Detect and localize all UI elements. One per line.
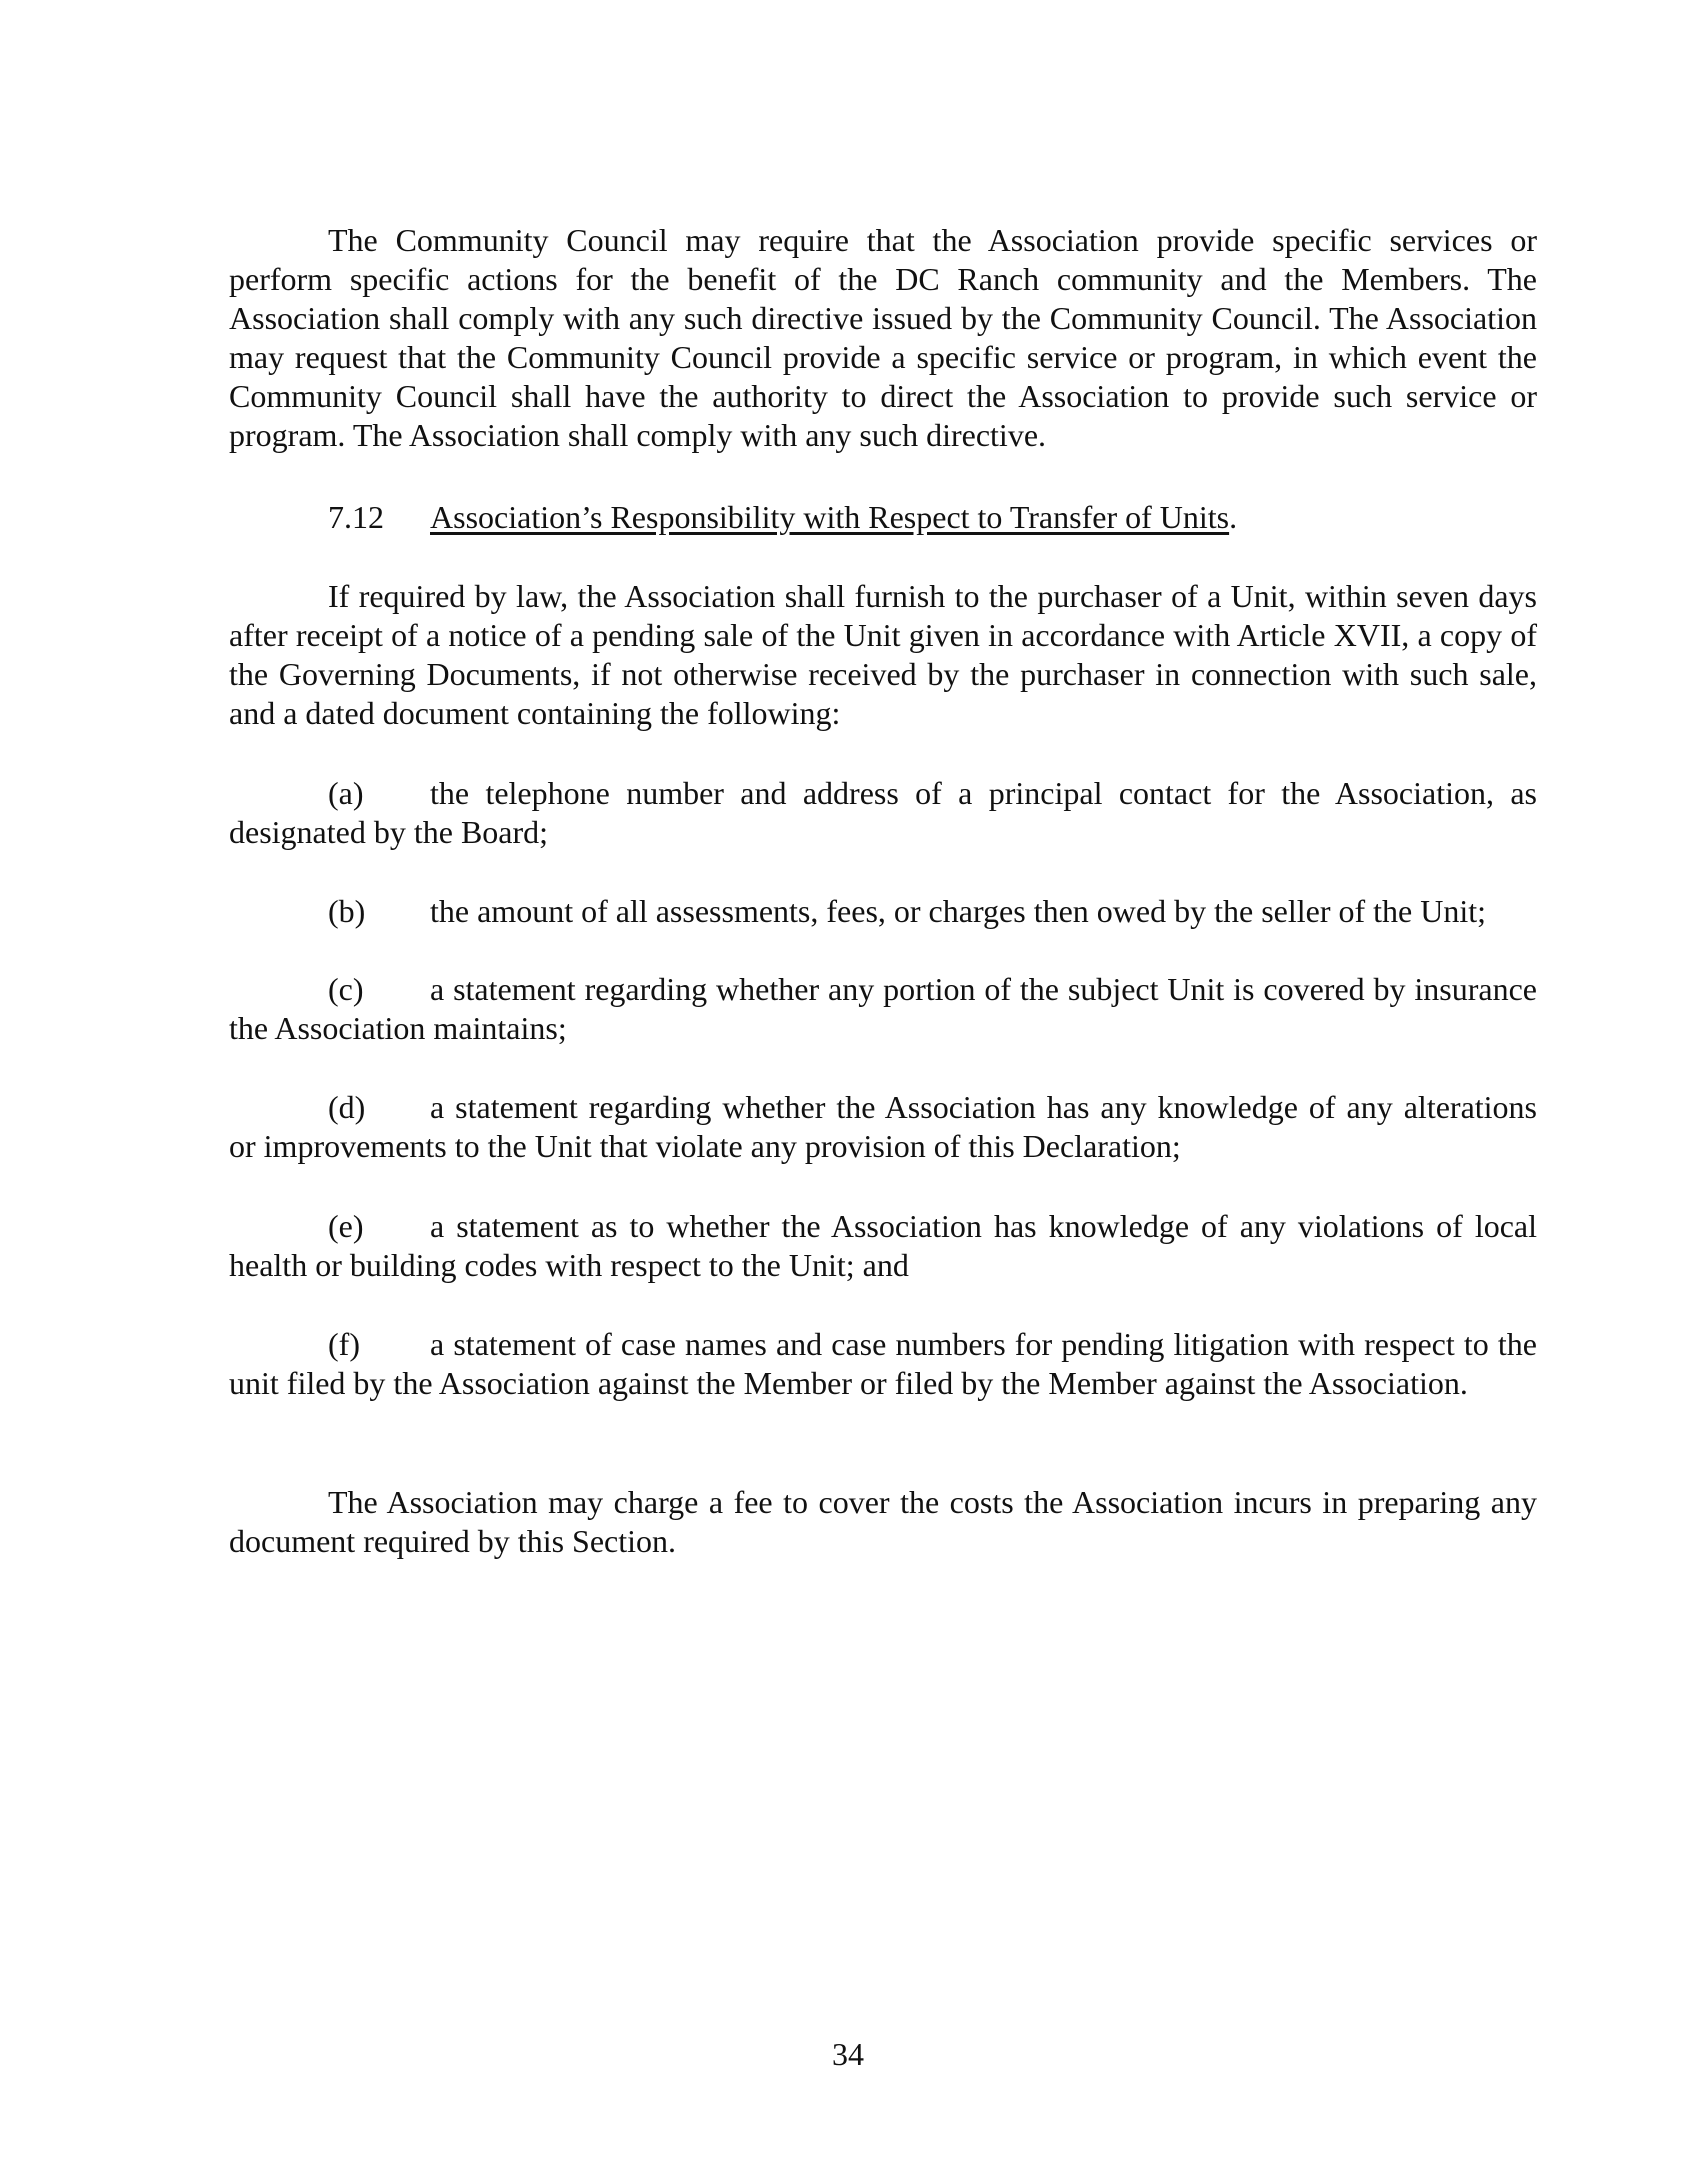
- section-paragraph: [229, 577, 1537, 733]
- list-item: [229, 970, 1537, 1048]
- item-label: (b): [328, 893, 366, 929]
- section-paragraph-text: If required by law, the Association shall furnish to the purchaser of a Unit, within seven days after receipt of a notice of a pending sale of the Unit given in accordance with Article XVII, a copy of the Governing Documents, if not otherwise received by the purchaser in connection with such sale, and a dated document containing the following:: [229, 578, 1537, 731]
- item-text: a statement regarding whether any portion of the subject Unit is covered by insurance the Association maintains;: [229, 971, 1537, 1046]
- item-text: a statement as to whether the Association has knowledge of any violations of local health or building codes with respect to the Unit; and: [229, 1208, 1537, 1283]
- closing-paragraph: [229, 1483, 1537, 1561]
- item-label: (a): [328, 775, 364, 811]
- list-item: [229, 774, 1537, 852]
- intro-paragraph-text: The Community Council may require that the Association provide specific services or perform specific actions for the benefit of the DC Ranch community and the Members. The Association shall comply with any such directive issued by the Community Council. The Association may request that the Community Council provide a specific service or program, in which event the Community Council shall have the authority to direct the Association to provide such service or program. The Association shall comply with any such directive.: [229, 222, 1537, 453]
- list-item: [229, 1325, 1537, 1403]
- item-text: a statement of case names and case numbers for pending litigation with respect to the unit filed by the Association against the Member or filed by the Member against the Association.: [229, 1326, 1537, 1401]
- list-item: [229, 1207, 1537, 1285]
- item-label: (e): [328, 1208, 364, 1244]
- intro-paragraph: [229, 221, 1537, 455]
- page-number: 34: [832, 2036, 864, 2072]
- section-number: 7.12: [328, 499, 384, 535]
- item-label: (c): [328, 971, 364, 1007]
- section-heading: [328, 498, 1237, 537]
- item-text: the telephone number and address of a principal contact for the Association, as designated by the Board;: [229, 775, 1537, 850]
- item-text: the amount of all assessments, fees, or charges then owed by the seller of the Unit;: [430, 893, 1487, 929]
- section-title-end: .: [1229, 499, 1238, 535]
- item-label: (f): [328, 1326, 360, 1362]
- section-title: Association’s Responsibility with Respect to Transfer of Units: [430, 499, 1230, 535]
- list-item: [229, 892, 1537, 931]
- closing-paragraph-text: The Association may charge a fee to cover the costs the Association incurs in preparing any document required by this Section.: [229, 1484, 1537, 1559]
- item-text: a statement regarding whether the Association has any knowledge of any alterations or improvements to the Unit that violate any provision of this Declaration;: [229, 1089, 1537, 1164]
- list-item: [229, 1088, 1537, 1166]
- item-label: (d): [328, 1089, 366, 1125]
